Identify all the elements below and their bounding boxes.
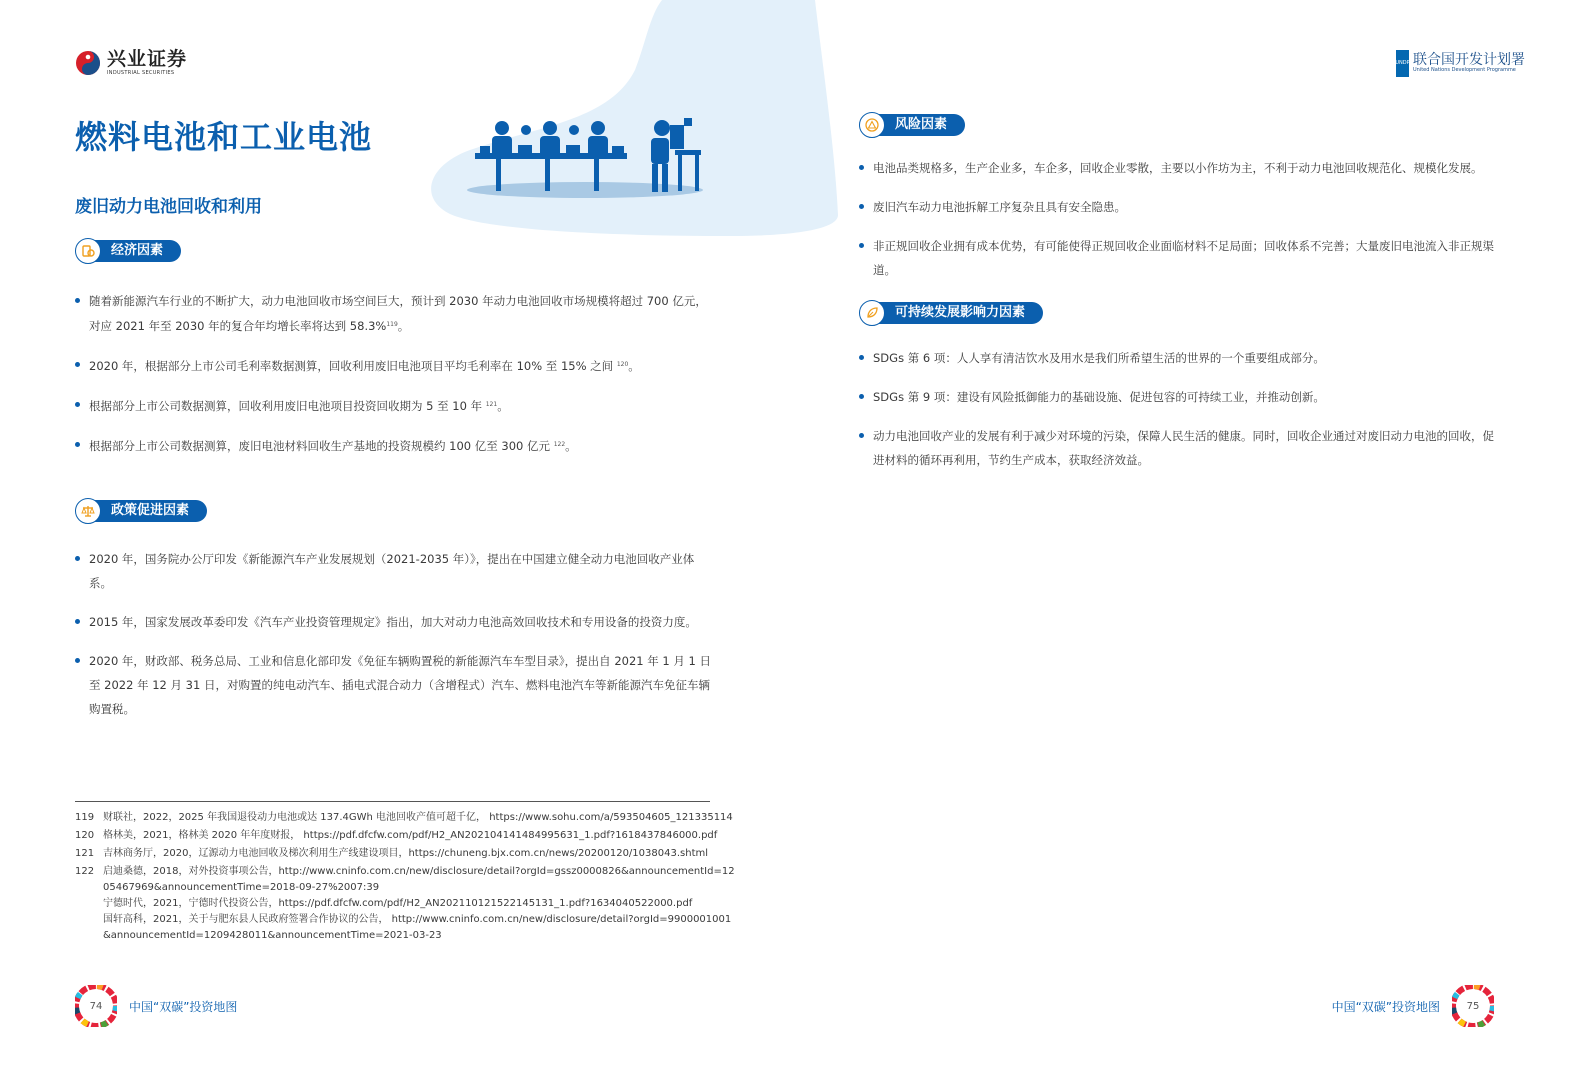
coins-icon — [75, 238, 101, 264]
economic-item-2-end: 。 — [628, 359, 640, 373]
footnote-line: 吉林商务厅，2020，辽源动力电池回收及梯次利用生产线建设项目，https://chuneng.bjx.com.cn/news/20200120/1038043.shtml — [103, 848, 709, 859]
section-risk-header — [859, 112, 965, 138]
list-item: SDGs 第 6 项：人人享有清洁饮水及用水是我们所希望生活的世界的一个重要组成部分。 — [859, 346, 1499, 370]
footnote-ref: 121 — [485, 401, 498, 408]
scales-icon — [75, 498, 101, 524]
economic-item-4-text: 根据部分上市公司数据测算，废旧电池材料回收生产基地的投资规模约 100 亿至 300 亿元 — [89, 439, 554, 453]
list-item — [75, 289, 715, 338]
logo-left-cn: 兴业证券 — [107, 48, 188, 70]
footnote-ref: 122 — [553, 441, 566, 448]
sustainable-list — [859, 346, 1499, 487]
logo-right-en: United Nations Development Programme — [1413, 66, 1516, 73]
footer-left-text: 中国“双碳”投资地图 — [129, 999, 238, 1014]
sdg-wheel-icon — [75, 985, 117, 1027]
section-policy-label: 政策促进因素 — [93, 500, 207, 522]
section-economic-header — [75, 238, 181, 264]
footnote-line: 国轩高科，2021，关于与肥东县人民政府签署合作协议的公告， http://www.cninfo.com.cn/new/disclosure/detail?orgId=9900001001&announcementId=1209428011&announcementTime=2021-03-23 — [103, 914, 732, 941]
list-item — [75, 353, 715, 378]
list-item: SDGs 第 9 项：建设有风险抵御能力的基础设施、促进包容的可持续工业，并推动创新。 — [859, 385, 1499, 409]
footnote-119 — [75, 810, 735, 826]
economic-item-1-end: 。 — [397, 319, 410, 333]
footnote-ref: 120 — [616, 361, 629, 368]
list-item: 2020 年，国务院办公厅印发《新能源汽车产业发展规划（2021-2035 年）》，提出在中国建立健全动力电池回收产业体系。 — [75, 547, 715, 595]
footnote-121 — [75, 846, 735, 862]
economic-list — [75, 289, 715, 473]
footnote-122 — [75, 864, 735, 944]
list-item: 电池品类规格多，生产企业多，车企多，回收企业零散，主要以小作坊为主，不利于动力电池回收规范化、规模化发展。 — [859, 156, 1499, 180]
footnotes — [75, 810, 735, 946]
logo-right-cn: 联合国开发计划署 — [1413, 51, 1525, 68]
footnote-120 — [75, 828, 735, 844]
page-title: 燃料电池和工业电池 — [75, 118, 373, 156]
section-policy-header — [75, 498, 207, 524]
footnote-number: 122 — [75, 866, 95, 877]
leaf-hand-icon — [859, 300, 885, 326]
undp-logo — [1396, 48, 1525, 78]
footnote-number: 120 — [75, 830, 95, 841]
list-item: 非正规回收企业拥有成本优势，有可能使得正规回收企业面临材料不足局面；回收体系不完善；大量废旧电池流入非正规渠道。 — [859, 234, 1499, 282]
section-sustainable-label: 可持续发展影响力因素 — [877, 302, 1043, 324]
sdg-wheel-icon — [1452, 985, 1494, 1027]
workers-illustration — [430, 0, 842, 236]
section-risk-label: 风险因素 — [877, 114, 965, 136]
footnote-line: 启迪桑德，2018，对外投资事项公告，http://www.cninfo.com.cn/new/disclosure/detail?orgId=gssz0000826&announcementId=1205467969&announcementTime=2018-09-27%2007:39 — [103, 866, 735, 893]
page-subtitle: 废旧动力电池回收和利用 — [75, 197, 262, 217]
footnote-line: 宁德时代，2021，宁德时代投资公告，https://pdf.dfcfw.com/pdf/H2_AN202110121522145131_1.pdf?1634040522000.pdf — [103, 898, 693, 909]
list-item — [75, 393, 715, 418]
risk-list — [859, 156, 1499, 297]
page-number-right: 75 — [1466, 1000, 1480, 1012]
footnote-ref: 119 — [386, 321, 398, 328]
footnote-number: 121 — [75, 848, 95, 859]
undp-box-icon — [1396, 50, 1409, 77]
logo-left-en: INDUSTRIAL SECURITIES — [107, 70, 175, 76]
footer-right-text: 中国“双碳”投资地图 — [1331, 999, 1440, 1014]
footnote-line: 格林美，2021，格林美 2020 年年度财报， https://pdf.dfcfw.com/pdf/H2_AN202104141484995631_1.pdf?1618437846000.pdf — [103, 830, 718, 841]
footer-right — [1332, 985, 1494, 1027]
footnote-number: 119 — [75, 812, 95, 823]
swirl-logo-icon — [75, 50, 101, 76]
economic-item-3-text: 根据部分上市公司数据测算，回收利用废旧电池项目投资回收期为 5 至 10 年 — [89, 399, 486, 413]
undp-box-text: UNDP — [1395, 60, 1410, 66]
list-item: 2015 年，国家发展改革委印发《汽车产业投资管理规定》指出，加大对动力电池高效回收技术和专用设备的投资力度。 — [75, 610, 715, 634]
list-item: 废旧汽车动力电池拆解工序复杂且具有安全隐患。 — [859, 195, 1499, 219]
page-number-left: 74 — [89, 1000, 103, 1012]
economic-item-2-text: 2020 年，根据部分上市公司毛利率数据测算，回收利用废旧电池项目平均毛利率在 10% 至 15% 之间 — [89, 359, 617, 373]
section-economic-label: 经济因素 — [93, 240, 181, 262]
section-sustainable-header — [859, 300, 1043, 326]
economic-item-4-end: 。 — [565, 439, 577, 453]
list-item: 2020 年，财政部、税务总局、工业和信息化部印发《免征车辆购置税的新能源汽车车型目录》，提出自 2021 年 1 月 1 日至 2022 年 12 月 31 日，对购置的纯电动汽车、插电式混合动力（含增程式）汽车、燃料电池汽车等新能源汽车免征车辆购置税。 — [75, 649, 715, 721]
footnote-line: 财联社，2022，2025 年我国退役动力电池或达 137.4GWh 电池回收产值可超千亿， https://www.sohu.com/a/593504605_121335114 — [103, 812, 733, 823]
policy-list — [75, 547, 715, 736]
industrial-securities-logo — [75, 48, 187, 78]
warning-icon — [859, 112, 885, 138]
economic-item-3-end: 。 — [497, 399, 509, 413]
economic-item-1-text: 随着新能源汽车行业的不断扩大，动力电池回收市场空间巨大，预计到 2030 年动力电池回收市场规模将超过 700 亿元，对应 2021 年至 2030 年的复合年均增长率将达到 58.3% — [89, 294, 707, 333]
list-item: 动力电池回收产业的发展有利于减少对环境的污染，保障人民生活的健康。同时，回收企业通过对废旧动力电池的回收，促进材料的循环再利用，节约生产成本，获取经济效益。 — [859, 424, 1499, 472]
footer-left — [75, 985, 237, 1027]
footnote-divider — [75, 801, 710, 802]
list-item — [75, 433, 715, 458]
